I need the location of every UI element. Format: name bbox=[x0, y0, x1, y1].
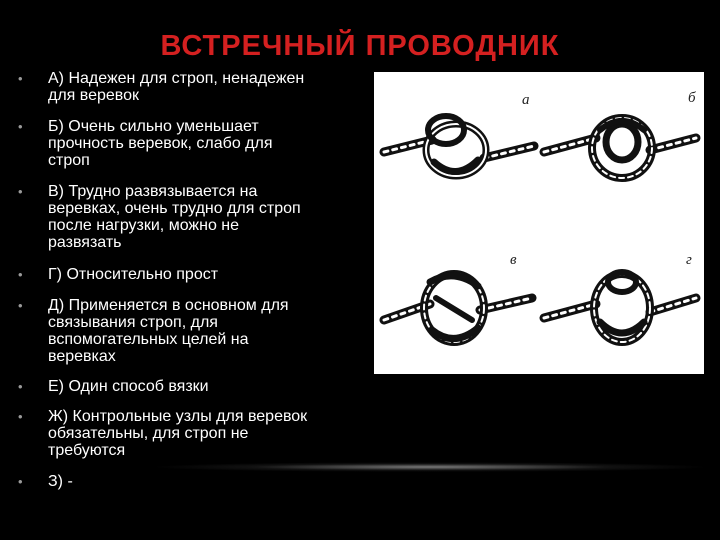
bullet-icon: • bbox=[18, 298, 23, 313]
bullet-icon: • bbox=[18, 119, 23, 134]
bullet-icon: • bbox=[18, 71, 23, 86]
list-item bbox=[18, 378, 390, 395]
knot-c-drawing bbox=[384, 274, 532, 342]
bullet-icon: • bbox=[18, 184, 23, 199]
knot-a-drawing bbox=[384, 116, 534, 176]
decorative-glow-line bbox=[150, 462, 710, 472]
list-item bbox=[18, 183, 390, 251]
list-item-text: Б) Очень сильно уменьшает прочность веревок, слабо для строп bbox=[48, 118, 273, 169]
knot-label-c: в bbox=[510, 252, 517, 268]
bullet-icon: • bbox=[18, 409, 23, 424]
bullet-list bbox=[18, 70, 390, 490]
slide-title: ВСТРЕЧНЫЙ ПРОВОДНИК bbox=[160, 30, 560, 62]
knot-label-a: а bbox=[522, 92, 530, 108]
knot-b-drawing bbox=[544, 118, 696, 178]
list-item-text: З) - bbox=[48, 473, 73, 490]
list-item-text: Д) Применяется в основном для связывания строп, для вспомогательных целей на веревках bbox=[48, 297, 289, 365]
list-item bbox=[18, 70, 390, 104]
knot-drawings bbox=[374, 72, 704, 374]
bullet-icon: • bbox=[18, 267, 23, 282]
knot-d-drawing bbox=[544, 272, 696, 342]
list-item-text: В) Трудно развязывается на веревках, очень трудно для строп после нагрузки, можно не развязать bbox=[48, 183, 301, 251]
list-item-text: Г) Относительно прост bbox=[48, 266, 219, 283]
knot-label-b: б bbox=[688, 90, 696, 106]
list-item bbox=[18, 297, 390, 365]
bullet-icon: • bbox=[18, 474, 23, 489]
list-item bbox=[18, 408, 390, 459]
knot-label-d: г bbox=[686, 252, 692, 268]
bullet-icon: • bbox=[18, 379, 23, 394]
knot-illustration bbox=[374, 72, 704, 374]
list-item bbox=[18, 118, 390, 169]
list-item-text: Ж) Контрольные узлы для веревок обязательны, для строп не требуются bbox=[48, 408, 308, 459]
list-item bbox=[18, 473, 390, 490]
list-item bbox=[18, 266, 390, 283]
list-item-text: Е) Один способ вязки bbox=[48, 378, 209, 395]
list-item-text: А) Надежен для строп, ненадежен для веревок bbox=[48, 70, 305, 104]
